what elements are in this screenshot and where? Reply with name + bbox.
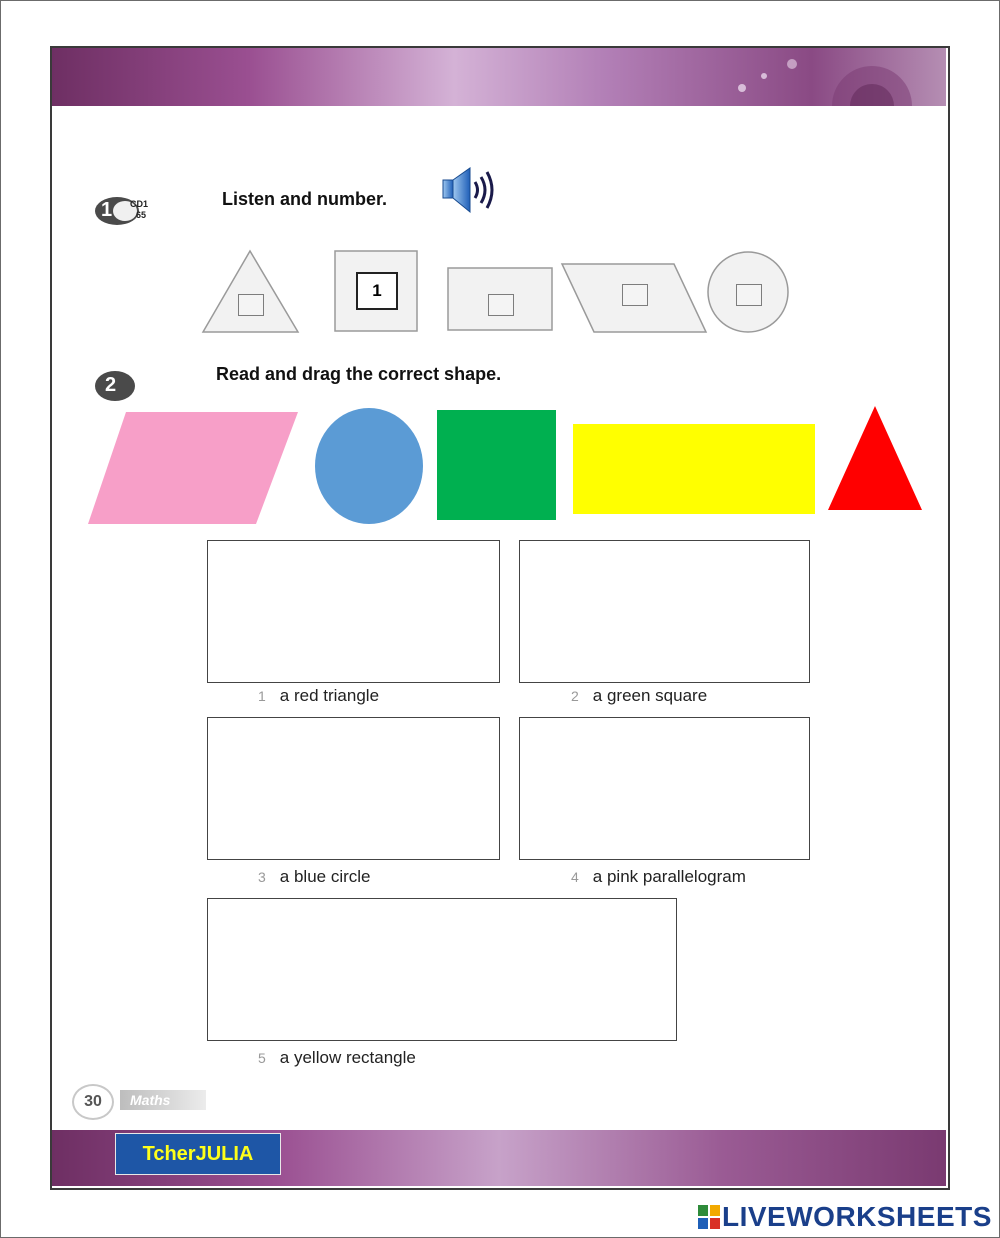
logo-text: LIVEWORKSHEETS xyxy=(722,1201,992,1232)
green-square-shape[interactable] xyxy=(437,410,556,520)
drop-target-red-triangle[interactable] xyxy=(207,540,500,683)
speaker-icon[interactable] xyxy=(440,166,498,214)
pink-parallelogram-shape[interactable] xyxy=(88,412,298,524)
caption-3: 3 a blue circle xyxy=(258,867,371,886)
drop-target-yellow-rectangle[interactable] xyxy=(207,898,677,1041)
answer-box-parallelogram[interactable] xyxy=(622,284,648,306)
exercise-1-cd: CD1 xyxy=(130,199,149,209)
bubble-decoration xyxy=(52,48,946,106)
answer-box-circle[interactable] xyxy=(736,284,762,306)
caption-4: 4 a pink parallelogram xyxy=(571,867,746,886)
red-triangle-shape[interactable] xyxy=(828,406,922,510)
blue-circle-shape[interactable] xyxy=(315,408,423,524)
answer-box-triangle[interactable] xyxy=(238,294,264,316)
page-number: 30 xyxy=(72,1084,114,1120)
exercise-1-track: 65 xyxy=(136,210,147,220)
exercise-2-number: 2 xyxy=(105,374,117,396)
answer-box-rectangle[interactable] xyxy=(488,294,514,316)
logo-grid-icon xyxy=(698,1204,722,1230)
subject-tag: Maths xyxy=(120,1090,206,1110)
caption-5: 5 a yellow rectangle xyxy=(258,1048,416,1067)
answer-box-square[interactable]: 1 xyxy=(356,272,398,310)
caption-1: 1 a red triangle xyxy=(258,686,380,705)
outline-triangle xyxy=(203,251,298,332)
top-banner xyxy=(52,48,946,106)
exercise-1-instruction: Listen and number. xyxy=(222,189,388,209)
draggable-shapes-row xyxy=(86,404,926,528)
caption-2: 2 a green square xyxy=(571,686,708,705)
drop-target-pink-parallelogram[interactable] xyxy=(519,717,810,860)
liveworksheets-logo[interactable] xyxy=(698,1202,992,1232)
drop-target-green-square[interactable] xyxy=(519,540,810,683)
exercise-1-shapes xyxy=(200,246,800,336)
exercise-2-instruction: Read and drag the correct shape. xyxy=(216,364,502,384)
drop-target-blue-circle[interactable] xyxy=(207,717,500,860)
exercise-1-number: 1 xyxy=(101,199,113,221)
author-label: TcherJULIA xyxy=(115,1133,281,1175)
yellow-rectangle-shape[interactable] xyxy=(573,424,815,514)
